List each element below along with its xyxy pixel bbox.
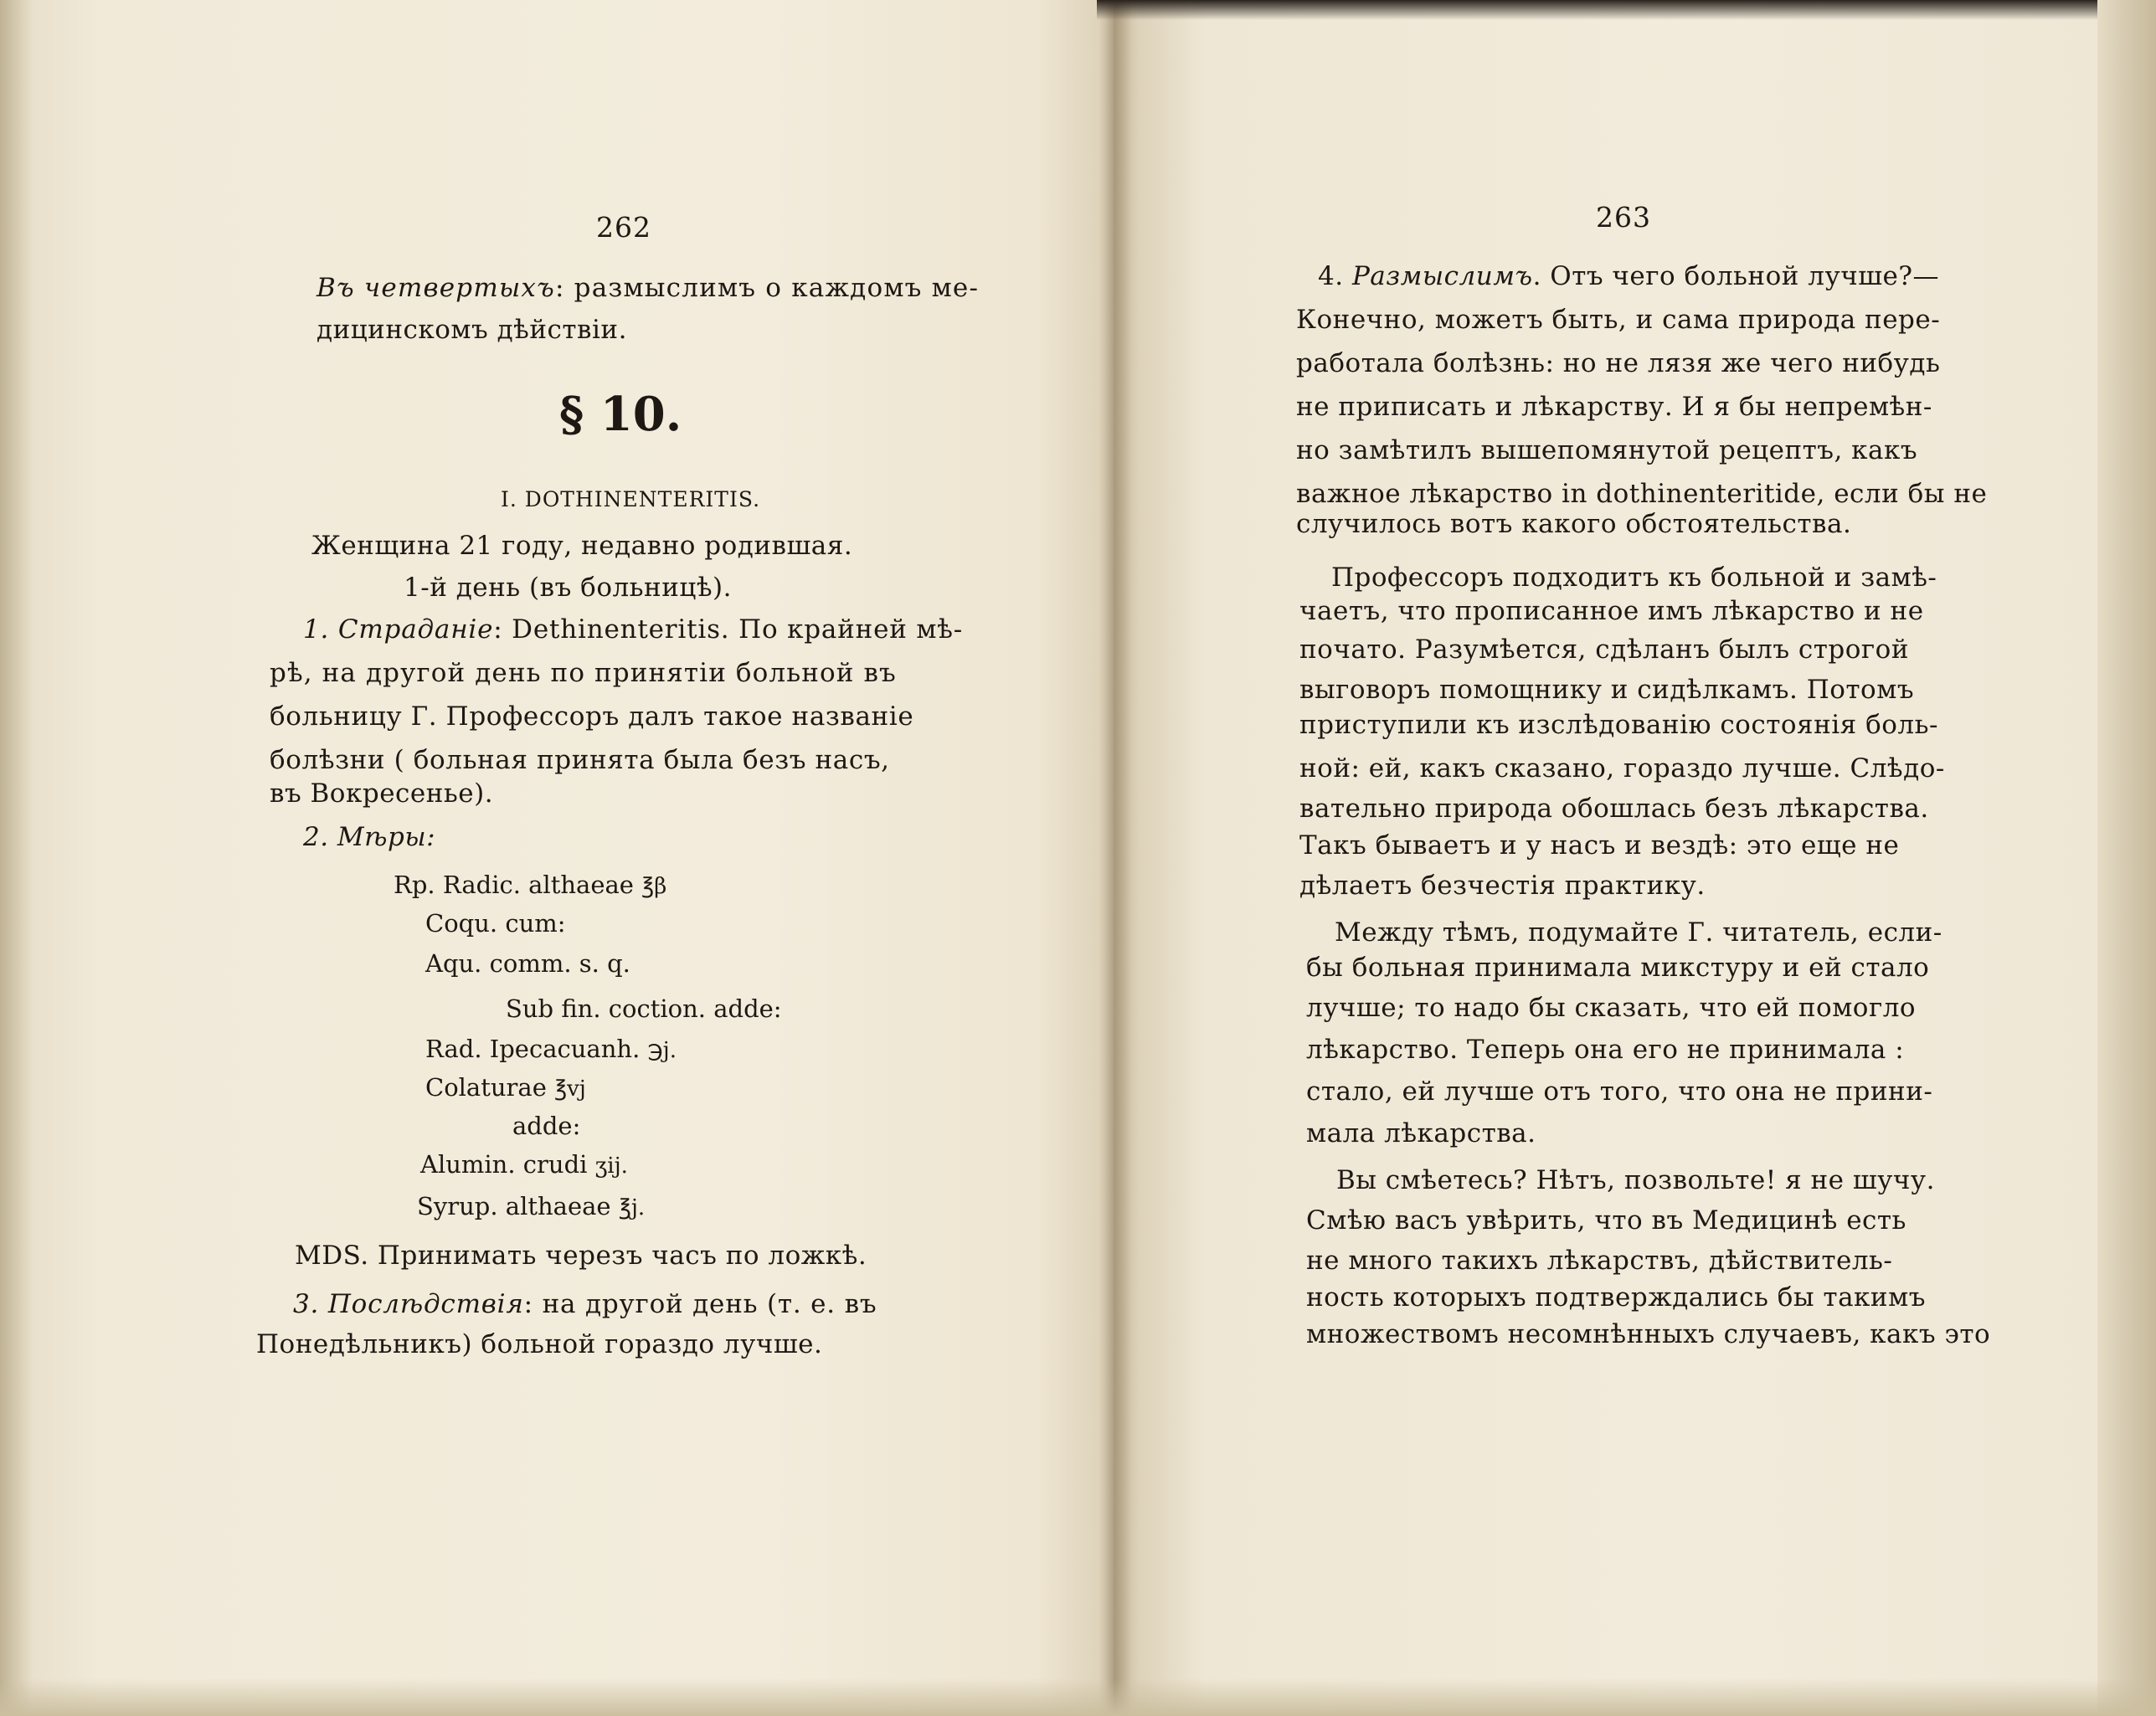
para2-line-5: приступили къ изслѣдованію состоянія боль- [1299, 710, 1938, 740]
para2-line-4: выговоръ помощнику и сидѣлкамъ. Потомъ [1299, 675, 1915, 705]
intro-lead: Въ четвертыхъ [316, 273, 555, 303]
para4-line-5: множествомъ несомнѣнныхъ случаевъ, какъ это [1306, 1319, 1991, 1349]
para1-lead: Размыслимъ [1351, 261, 1533, 291]
para4-line-2: Смѣю васъ увѣрить, что въ Медицинѣ есть [1306, 1205, 1906, 1236]
para1-line-7: случилось вотъ какого обстоятельства. [1296, 509, 1852, 539]
prescription-line-6 [425, 1073, 586, 1102]
para4-line-1: Вы смѣетесь? Нѣтъ, позвольте! я не шучу. [1336, 1165, 1935, 1195]
para2-line-7: вательно природа обошлась безъ лѣкарства. [1299, 794, 1929, 824]
bottom-page-edge [0, 1678, 2156, 1716]
right-page-number: 263 [1596, 201, 1651, 234]
para2-line-1: Профессоръ подходитъ къ больной и замѣ- [1331, 563, 1937, 593]
prescription-line-4 [506, 994, 782, 1023]
item2-lead: 2. Мѣры: [303, 822, 436, 852]
item3-line-1-rest: : на другой день (т. е. въ [523, 1289, 877, 1319]
rx-text: Colaturae [425, 1073, 547, 1102]
para2-line-6: ной: ей, какъ сказано, гораздо лучше. Слѣдо- [1299, 753, 1945, 784]
item1-line-5: въ Вокресенье). [270, 778, 494, 809]
para4-line-4: ность которыхъ подтверждались бы такимъ [1306, 1282, 1926, 1313]
item1-lead [303, 614, 493, 645]
prescription-line-3 [425, 949, 630, 978]
item3-line-1 [293, 1289, 877, 1319]
para3-line-5: стало, ей лучше отъ того, что она не прини- [1306, 1076, 1933, 1107]
para1-line-3: работала болѣзнь: но не лязя же чего нибудь [1296, 348, 1941, 378]
rx-text: Alumin. crudi [420, 1150, 588, 1179]
para3-line-4: лѣкарство. Теперь она его не принимала : [1306, 1035, 1905, 1065]
rx-text: Coqu. cum: [425, 909, 566, 938]
mds-line: MDS. Принимать черезъ часъ по ложкѣ. [295, 1241, 867, 1271]
para2-line-8: Такъ бываетъ и у насъ и вездѣ: это еще не [1299, 830, 1900, 861]
para1-lead-number: 4. [1318, 261, 1352, 291]
prescription-line-5 [425, 1035, 677, 1063]
para2-line-9: дѣлаетъ безчестія практику. [1299, 871, 1706, 901]
section-heading: § 10. [559, 387, 682, 442]
intro-line-1-rest: : размыслимъ о каждомъ ме- [554, 273, 980, 303]
item1-line-2: рѣ, на другой день по принятіи больной въ [270, 658, 897, 688]
rx-text: Aqu. comm. s. q. [425, 949, 630, 978]
para4-line-3: не много такихъ лѣкарствъ, дѣйствитель- [1306, 1246, 1893, 1276]
para2-line-3: почато. Разумѣется, сдѣланъ былъ строгой [1299, 635, 1909, 665]
left-page-edge [0, 0, 32, 1716]
item1-line-1-rest: : Dethinenteritis. По крайней мѣ- [493, 614, 964, 645]
book-gutter [1099, 0, 1132, 1716]
prescription-line-1 [394, 871, 666, 899]
para2-line-2: чаетъ, что прописанное имъ лѣкарство и не [1299, 596, 1924, 626]
item3-lead: 3. Послѣдствія [293, 1289, 524, 1319]
para1-line-1 [1318, 261, 1939, 291]
para3-line-2: бы больная принимала микстуру и ей стало [1306, 953, 1930, 983]
prescription-line-9 [417, 1192, 645, 1220]
rx-text: Rad. Ipecacuanh. [425, 1035, 641, 1063]
left-page-number: 262 [596, 211, 651, 244]
top-shadow [1097, 0, 2156, 20]
para1-line-5: но замѣтилъ вышепомянутой рецептъ, какъ [1296, 435, 1918, 465]
prescription-line-2 [425, 909, 566, 938]
rx-text: Rp. Radic. althaeae [394, 871, 634, 899]
section-subheading: I. DOTHINENTERITIS. [501, 487, 761, 511]
rx-sign: ℥vj [554, 1076, 586, 1102]
rx-sign: ℥β [641, 874, 667, 899]
para1-line-4: не приписать и лѣкарству. И я бы непремѣн- [1296, 392, 1932, 422]
item1-line-3: больницу Г. Профессоръ далъ такое названіе [270, 701, 914, 732]
para3-line-1: Между тѣмъ, подумайте Г. читатель, если- [1335, 917, 1942, 948]
rx-text: adde: [512, 1112, 581, 1140]
para1-line-6: важное лѣкарство in dothinenteritide, если бы не [1296, 479, 1988, 509]
para1-line-2: Конечно, можетъ быть, и сама природа пере- [1296, 305, 1941, 335]
right-page-edge [2097, 0, 2156, 1716]
rx-text: Syrup. althaeae [417, 1192, 611, 1220]
rx-sign: ʒij. [594, 1153, 628, 1179]
para3-line-3: лучше; то надо бы сказать, что ей помогло [1306, 993, 1917, 1023]
para3-line-6: мала лѣкарства. [1306, 1118, 1536, 1148]
prescription-line-7 [512, 1112, 580, 1140]
item1-line-1 [303, 614, 963, 645]
patient-line: Женщина 21 году, недавно родившая. [311, 531, 853, 561]
intro-line-1 [316, 273, 980, 303]
day-line: 1-й день (въ больницѣ). [404, 573, 732, 603]
item3-line-2: Понедѣльникъ) больной гораздо лучше. [256, 1329, 823, 1359]
item1-line-4: болѣзни ( больная принята была безъ насъ, [270, 745, 890, 775]
rx-text: Sub fin. coction. adde: [506, 994, 782, 1023]
prescription-line-8 [420, 1150, 628, 1179]
rx-sign: ℥j. [618, 1195, 646, 1220]
rx-sign: ℈j. [647, 1038, 677, 1063]
intro-line-2: дицинскомъ дѣйствіи. [316, 315, 627, 345]
para1-line-1-rest: . Отъ чего больной лучше?— [1532, 261, 1939, 291]
item1-lead-text: 1. Страданіе [303, 614, 494, 645]
